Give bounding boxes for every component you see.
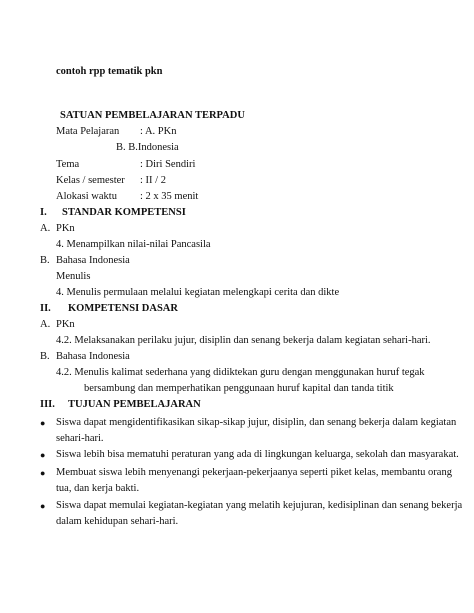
list-item: Siswa dapat memulai kegiatan-kegiatan yang melatih kejujuran, kedisiplinan dan senang bekerja: [56, 500, 463, 511]
list-label: B.: [40, 255, 50, 266]
list-item-continued: tua, dan kerja bakti.: [56, 483, 140, 494]
list-item-continued: bersambung dan memperhatikan penggunaan huruf kapital dan tanda titik: [84, 383, 394, 394]
tema-label: Tema: [56, 159, 80, 170]
mapel-value: : A. PKn: [140, 126, 177, 137]
kelas-value: : II / 2: [140, 175, 166, 186]
alokasi-label: Alokasi waktu: [56, 191, 117, 202]
section-number: I.: [40, 207, 47, 218]
section-title: STANDAR KOMPETENSI: [62, 207, 186, 218]
list-item: Siswa lebih bisa mematuhi peraturan yang ada di lingkungan keluarga, sekolah dan masyarakat.: [56, 449, 459, 460]
mapel-label: Mata Pelajaran: [56, 126, 120, 137]
list-label: A.: [40, 223, 51, 234]
bullet-icon: ●: [40, 468, 46, 478]
section-title: KOMPETENSI DASAR: [68, 303, 178, 314]
list-item: Membuat siswa lebih menyenangi pekerjaan-pekerjaanya seperti piket kelas, membantu orang: [56, 467, 452, 478]
section-heading: SATUAN PEMBELAJARAN TERPADU: [60, 110, 245, 121]
bullet-icon: ●: [40, 418, 46, 428]
section-title: TUJUAN PEMBELAJARAN: [68, 399, 201, 410]
list-item-title: Bahasa Indonesia: [56, 255, 130, 266]
list-item: Siswa dapat mengidentifikasikan sikap-sikap jujur, disiplin, dan senang bekerja dalam kegiatan: [56, 417, 457, 428]
list-subheading: Menulis: [56, 271, 91, 282]
mapel-value-2: B. B.Indonesia: [116, 142, 179, 153]
kelas-label: Kelas / semester: [56, 175, 125, 186]
list-item: 4. Menulis permulaan melalui kegiatan melengkapi cerita dan dikte: [56, 287, 340, 298]
alokasi-value: : 2 x 35 menit: [140, 191, 199, 202]
document-title: contoh rpp tematik pkn: [56, 66, 163, 77]
bullet-icon: ●: [40, 501, 46, 511]
tema-value: : Diri Sendiri: [140, 159, 196, 170]
list-item-title: PKn: [56, 319, 75, 330]
bullet-icon: ●: [40, 450, 46, 460]
section-number: III.: [40, 399, 55, 410]
list-item: 4.2. Melaksanakan perilaku jujur, disiplin dan senang bekerja dalam kegiatan sehari-hari.: [56, 335, 431, 346]
list-item: 4.2. Menulis kalimat sederhana yang didiktekan guru dengan menggunakan huruf tegak: [56, 367, 425, 378]
list-item-continued: sehari-hari.: [56, 433, 104, 444]
list-item-continued: dalam kehidupan sehari-hari.: [56, 516, 179, 527]
list-label: B.: [40, 351, 50, 362]
list-item: 4. Menampilkan nilai-nilai Pancasila: [56, 239, 211, 250]
list-label: A.: [40, 319, 51, 330]
list-item-title: Bahasa Indonesia: [56, 351, 130, 362]
section-number: II.: [40, 303, 51, 314]
list-item-title: PKn: [56, 223, 75, 234]
